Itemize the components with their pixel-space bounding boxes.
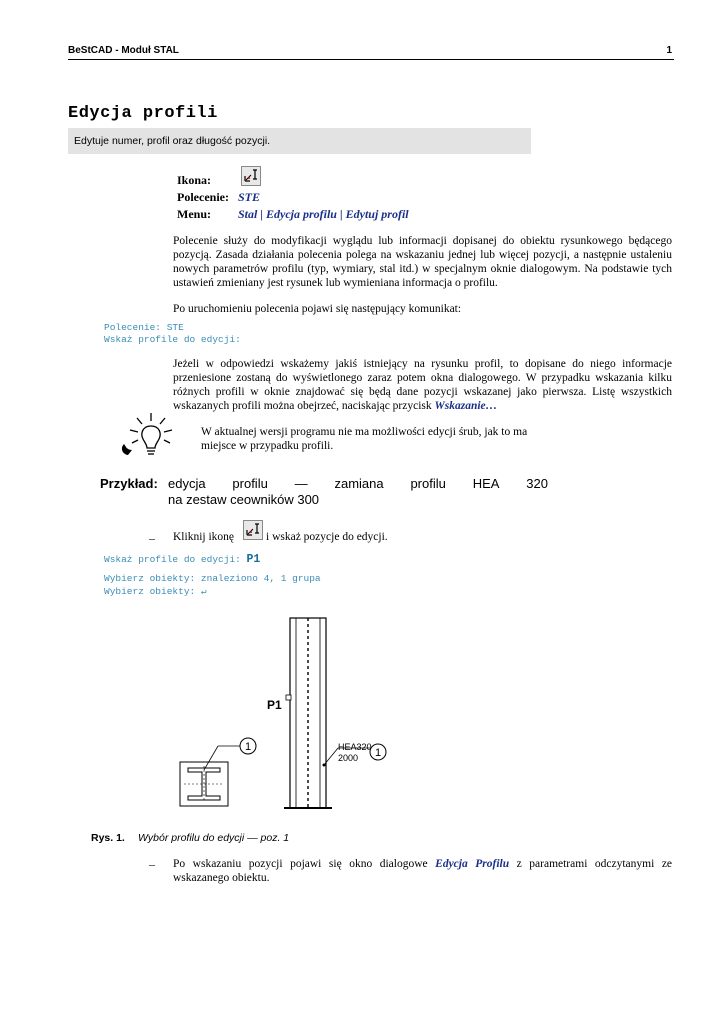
example-word: edycja [168,476,206,491]
lightbulb-icon [118,410,188,460]
marker-number: 1 [374,747,382,759]
example-title-line2: na zestaw ceowników 300 [168,492,320,507]
command-value: STE [238,190,261,204]
profile-name: HEA320 [338,742,372,752]
paragraph-selection-text: Jeżeli w odpowiedzi wskażemy jakiś istniejący na rysunku profil, to dopisane do niego informacje przeniesione zostaną do wyświetlonego zaraz potem okna dialogowego. W przypadku wskazania kilku różnych profili w oknie znajdować się będą dane pozycji wskazanej jako pierwsza. Listę wszystkich wskazanych profili można obejrzeć, naciskając przycisk [173,358,672,412]
running-header: BeStCAD - Moduł STAL [68,45,179,56]
command-label: Polecenie: [177,190,229,204]
edit-profile-icon [243,520,263,540]
drawing-figure [170,610,400,825]
step1-text-before: Kliknij ikonę [173,531,235,543]
paragraph-selection [173,357,672,413]
example-word: profilu [410,476,446,491]
console-prompt: Wskaż profile do edycji: [104,554,241,565]
edit-profile-icon [241,166,261,186]
summary-text: Edytuje numer, profil oraz długość pozycji. [74,135,271,147]
example-word: profilu [232,476,268,491]
step2-text-after: z parametrami odczytanymi ze wskazanego obiektu. [173,858,673,884]
example-title-line1 [168,476,548,491]
profile-length: 2000 [338,753,359,763]
marker-number: 1 [244,741,252,753]
step2-text [173,857,672,885]
console-line: Wskaż profile do edycji: [104,334,241,345]
paragraph-prompt-intro: Po uruchomieniu polecenia pojawi się następujący komunikat: [173,303,462,315]
example-label: Przykład: [100,476,158,491]
example-word: HEA [472,476,500,491]
step1-text-after: i wskaż pozycje do edycji. [266,531,388,543]
figure-caption: Wybór profilu do edycji — poz. 1 [138,832,290,844]
menu-path: Stal | Edycja profilu | Edytuj profil [238,207,409,221]
list-dash: – [149,857,155,871]
example-word: — [294,476,308,491]
console-line: Wybierz obiekty: znaleziono 4, 1 grupa [104,573,321,584]
summary-box [68,128,531,154]
console-line: Polecenie: STE [104,322,184,333]
section-title: Edycja profili [68,104,218,123]
icon-label: Ikona: [177,173,212,187]
position-label: P1 [267,698,282,712]
page-number: 1 [666,45,672,56]
console-input: P1 [246,553,261,566]
step2-text-before: Po wskazaniu pozycji pojawi się okno dialogowe [173,858,428,870]
figure-number: Rys. 1. [91,832,125,844]
header-rule [68,59,674,60]
list-dash: – [149,531,155,545]
dialog-name: Edycja Profilu [435,858,510,870]
console-line [104,553,260,566]
wskazanie-button-ref: Wskazanie… [434,400,498,412]
example-word: zamiana [334,476,384,491]
console-line: Wybierz obiekty: ↵ [104,586,207,597]
note-text: W aktualnej wersji programu nie ma możliwości edycji śrub, jak to ma miejsce w przypadku profili. [201,426,528,452]
example-word: 320 [526,476,548,491]
column-elevation [290,618,326,808]
paragraph-description: Polecenie służy do modyfikacji wyglądu lub informacji dopisanej do obiektu rysunkowego będącego pozycją. Zasada działania polecenia polega na wskazaniu jednej lub więcej pozycji, a następnie ustaleniu nowych parametrów profilu (typ, wymiary, stal itd.) w specjalnym oknie dialogowym. Na podstawie tych ustawień zmieniany jest rysunek lub wymieniana informacja o profilu. [173,235,672,289]
menu-label: Menu: [177,207,211,221]
